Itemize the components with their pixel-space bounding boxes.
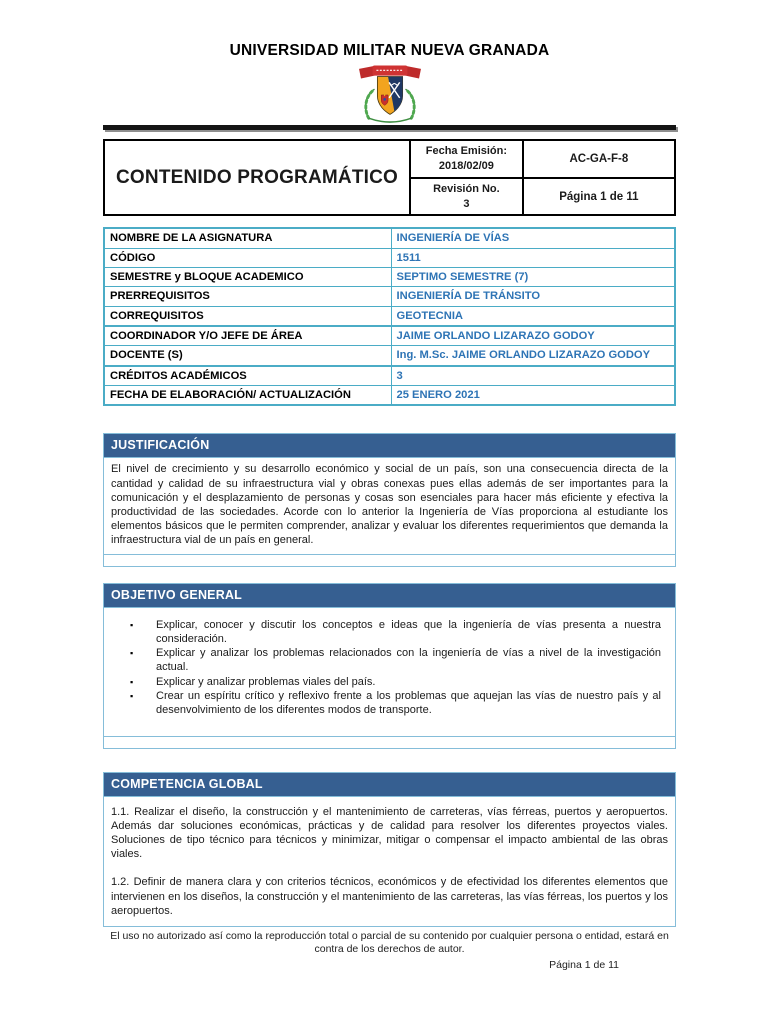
header-divider-rule (103, 125, 676, 130)
document-content (103, 0, 676, 971)
bullet-icon: ▪ (130, 676, 134, 687)
row-label: CÓDIGO (104, 248, 391, 267)
row-value: 3 (391, 366, 675, 386)
list-item (130, 618, 661, 647)
table-row (104, 248, 675, 267)
bullet-text: Explicar y analizar problemas viales del país. (156, 675, 376, 688)
header-page-indicator: Página 1 de 11 (523, 178, 675, 216)
footer-disclaimer: El uso no autorizado así como la reproducción total o parcial de su contenido por cualquier persona o entidad, estará en contra de los derechos de autor. (110, 930, 669, 956)
row-value: 1511 (391, 248, 675, 267)
university-title: UNIVERSIDAD MILITAR NUEVA GRANADA (229, 42, 550, 59)
section-title: COMPETENCIA GLOBAL (104, 773, 675, 797)
bullet-text: Explicar, conocer y discutir los conceptos e ideas que la ingeniería de vías presenta a nuestra consideración. (156, 618, 661, 645)
revision-value: 3 (463, 197, 470, 210)
revision-cell (410, 178, 523, 216)
table-row (104, 306, 675, 326)
row-label: SEMESTRE y BLOQUE ACADEMICO (104, 268, 391, 287)
empty-table-row (104, 736, 675, 748)
list-item (130, 675, 661, 689)
section-justificacion (103, 433, 676, 566)
row-label: CRÉDITOS ACADÉMICOS (104, 366, 391, 386)
university-crest-logo (103, 64, 676, 124)
row-label: DOCENTE (S) (104, 346, 391, 366)
table-row (104, 268, 675, 287)
table-row (104, 386, 675, 406)
bullet-text: Crear un espíritu crítico y reflexivo frente a los problemas que aquejan las vías de nuestro país y al desenvolvimiento de los diferentes modos de transporte. (156, 690, 661, 717)
section-title: JUSTIFICACIÓN (104, 434, 675, 458)
document-code: AC-GA-F-8 (523, 140, 675, 178)
row-value: INGENIERÍA DE VÍAS (391, 228, 675, 248)
section-body-text (104, 797, 675, 926)
row-label: FECHA DE ELABORACIÓN/ ACTUALIZACIÓN (104, 386, 391, 406)
revision-label: Revisión No. (433, 182, 500, 195)
section-body-text: El nivel de crecimiento y su desarrollo económico y social de un país, son una consecuencia directa de la cantidad y calidad de su infraestructura vial y obras conexas pues ellas además de ser importantes para la comunicación y el desplazamiento de personas y cosas son esenciales para hacer más eficiente y efectiva la productividad de las sociedades. Acorde con lo anterior la Ingeniería de Vías proporciona al estudiante los elementos básicos que le permiten comprender, analizar y evaluar los diferentes requerimientos que demanda la infraestructura vial de un país en general. (111, 463, 668, 547)
table-row (104, 326, 675, 346)
table-row (104, 366, 675, 386)
row-value: GEOTECNIA (391, 306, 675, 326)
row-label: PRERREQUISITOS (104, 287, 391, 306)
row-label: COORDINADOR Y/O JEFE DE ÁREA (104, 326, 391, 346)
document-title: CONTENIDO PROGRAMÁTICO (104, 140, 410, 215)
paragraph: 1.1. Realizar el diseño, la construcción y el mantenimiento de carreteras, vías férreas, puertos y aeropuertos. Además dar soluciones económicas, prácticas y de calidad para resolver los diferentes proyectos viales. Soluciones de tipo técnico para técnicos y minimizar, mitigar o compensar el impacto ambiental de las obras viales. (111, 805, 668, 861)
bullet-icon: ▪ (130, 648, 134, 659)
crest-icon (351, 64, 429, 124)
row-label: NOMBRE DE LA ASIGNATURA (104, 228, 391, 248)
section-objetivo-general (103, 583, 676, 749)
bullet-list (104, 608, 675, 736)
list-item (130, 646, 661, 675)
fecha-emision-label: Fecha Emisión: (425, 145, 508, 157)
row-value: Ing. M.Sc. JAIME ORLANDO LIZARAZO GODOY (391, 346, 675, 366)
fecha-emision-value: 2018/02/09 (438, 159, 494, 172)
document-header-table (103, 139, 676, 216)
empty-table-row (104, 554, 675, 566)
paragraph: 1.2. Definir de manera clara y con criterios técnicos, económicos y de efectividad los diferentes elementos que intervienen en los diseños, la construcción y el mantenimiento de las carreteras, las vías férreas, los puertos y los aeropuertos. (111, 876, 668, 917)
section-title: OBJETIVO GENERAL (104, 584, 675, 608)
fecha-emision-cell (410, 140, 523, 178)
bullet-icon: ▪ (130, 619, 134, 630)
bullet-icon: ▪ (130, 691, 134, 702)
course-info-table (103, 227, 676, 406)
page-number: Página 1 de 11 (549, 959, 619, 972)
row-value: 25 ENERO 2021 (391, 386, 675, 406)
table-row (104, 287, 675, 306)
row-value: JAIME ORLANDO LIZARAZO GODOY (391, 326, 675, 346)
bullet-text: Explicar y analizar los problemas relacionados con la ingeniería de vías a nivel de la investigación actual. (156, 647, 661, 674)
table-row (104, 346, 675, 366)
list-item (130, 689, 661, 718)
table-row (104, 228, 675, 248)
row-value: SEPTIMO SEMESTRE (7) (391, 268, 675, 287)
row-value: INGENIERÍA DE TRÁNSITO (391, 287, 675, 306)
row-label: CORREQUISITOS (104, 306, 391, 326)
section-competencia-global (103, 772, 676, 927)
